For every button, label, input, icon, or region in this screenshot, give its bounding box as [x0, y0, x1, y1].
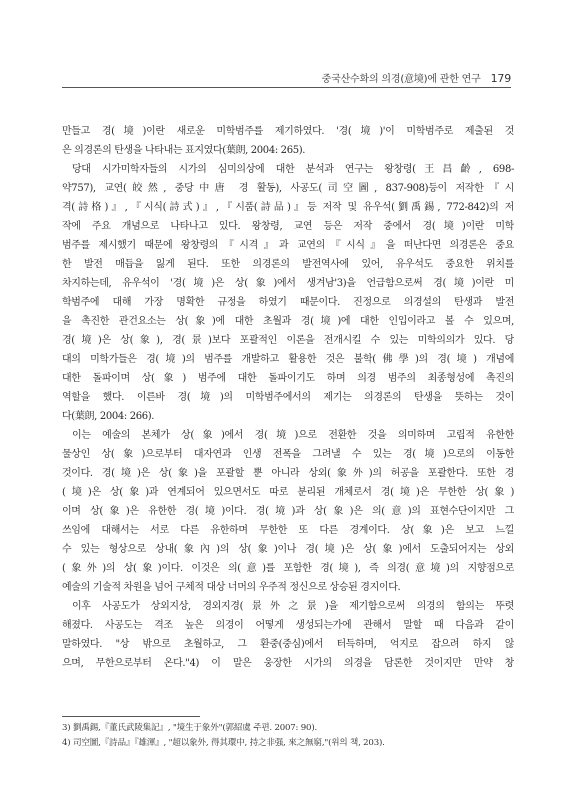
body-line: 만들고 경(境)이란 새로운 미학범주를 제기하였다. '경(境)'이 미학범주로 제출된 것 [62, 126, 514, 137]
running-title: 중국산수화의 의경(意境)에 관한 연구 [321, 74, 481, 85]
body-line: 쓰임에 대해서는 서로 다른 유한하며 무한한 또 다른 경계이다. 상(象)은 보고 느낄 [62, 525, 514, 536]
body-line: 약757), 교연(皎然, 중당中唐 경 활동), 사공도(司空圖, 837-908)등이 저작한『시 [62, 183, 514, 194]
body-line: 당대 시가미학자들의 시가의 심미의상에 대한 분석과 연구는 왕창령(王昌齡, 698- [72, 164, 514, 175]
body-line: 말하였다. "상 밖으로 초월하고, 그 환중(중심)에서 터득하며, 억지로 잡으려 하지 않 [62, 639, 514, 650]
body-line: 학범주에 대해 가장 명확한 규정을 하였기 때문이다. 진정으로 의경설의 탄생과 발전 [62, 297, 514, 308]
body-line: 이후 사공도가 상외지상, 경외지경(景外之景)을 제기함으로써 의경의 함의는 뚜렷 [72, 601, 514, 612]
body-line: 예술의 기술적 차원을 넘어 구체적 대상 너머의 우주적 정신으로 상승된 경지이다. [62, 582, 401, 593]
body-line: 으며, 무한으로부터 온다."4) 이 말은 웅장한 시가의 의경을 담론한 것이지만 만약 창 [62, 658, 514, 669]
body-line: 대의 미학가들은 경(境)의 범주를 개발하고 활용한 것은 불학(佛學)의 경(境) 개념에 [62, 354, 514, 365]
body-line: (境)은 상(象)과 연계되어 있으면서도 따로 분리된 개체로서 경(境)은 무한한 상(象) [62, 487, 514, 498]
body-line: 것이다. 경(境)은 상(象)을 포괄할 뿐 아니라 상외(象外)의 허공을 포괄한다. 또한 경 [62, 468, 514, 479]
body-line: 경(境)은 상(象), 경(景)보다 포괄적인 이론을 전개시킬 수 있는 미학의의가 있다. 당 [62, 335, 514, 346]
body-line: 역할을 했다. 이른바 경(境)의 미학범주에서의 제기는 의경론의 탄생을 뜻하는 것이 [62, 392, 514, 403]
footnote: 3) 劉禹錫,『董氏武陵集記』, "境生于象外"(郭紹虞 주편. 2007: 90). [62, 723, 318, 733]
body-line: 이는 예술의 본체가 상(象)에서 경(境)으로 전환한 것을 의미하며 고립적 유한한 [72, 430, 514, 441]
body-line: 수 있는 형상으로 상내(象內)의 상(象)이나 경(境)은 상(象)에서 도출되어지는 상외 [62, 544, 514, 555]
body-line: 작에 주요 개념으로 나타나고 있다. 왕창령, 교연 등은 저작 중에서 경(境)이란 미학 [62, 221, 514, 232]
body-line: 대한 돌파이며 상(象) 범주에 대한 돌파이기도 하며 의경 범주의 최종형성에 촉진의 [62, 373, 514, 384]
body-line: 이며 상(象)은 유한한 경(境)이다. 경(境)과 상(象)은 의(意)의 표현수단이지만 그 [62, 506, 514, 517]
body-line: 물상인 상(象)으로부터 대자연과 인생 전폭을 그려낼 수 있는 경(境)으로의 이동한 [62, 449, 514, 460]
running-header [62, 70, 511, 85]
body-line: 다(葉朗, 2004: 266). [62, 411, 155, 422]
body-line: 범주를 제시했기 때문에 왕창령의『시격』과 교연의『시식』을 떠난다면 의경론은 중요 [62, 240, 514, 251]
body-line: 한 발전 매듭을 잃게 된다. 또한 의경론의 발전역사에 있어, 유우석도 중요한 위치를 [62, 259, 514, 270]
body-line: 차지하는데, 유우석이 '경(境)은 상(象)에서 생겨남'3)을 언급함으로써 경(境)이란 미 [62, 278, 514, 289]
page-number: 179 [490, 72, 511, 85]
body-line: 은 의경론의 탄생을 나타내는 표지였다(葉朗, 2004: 265). [62, 145, 306, 156]
footnote-rule [62, 716, 200, 717]
body-line: 해졌다. 사공도는 격조 높은 의경이 어떻게 생성되는가에 관해서 말할 때 다음과 같이 [62, 620, 514, 631]
footnotes [62, 721, 514, 751]
body-line: 을 촉진한 관건요소는 상(象)에 대한 초월과 경(境)에 대한 인입이라고 볼 수 있으며, [62, 316, 514, 327]
body-line: (象外)의 상(象)이다. 이것은 의(意)를 포함한 경(境), 즉 의경(意境)의 지향점으로 [62, 563, 514, 574]
body-line: 격(詩格)』,『시식(詩式)』,『시품(詩品)』등 저작 및 유우석(劉禹錫, 772-842)의 저 [62, 202, 514, 213]
footnote: 4) 司空圖,『詩品』『雄渾』, "超以象外, 得其環中, 持之非强, 來之無窮,"(위의 책, 203). [62, 738, 385, 748]
body-text [62, 122, 514, 673]
header-rule [62, 87, 511, 88]
